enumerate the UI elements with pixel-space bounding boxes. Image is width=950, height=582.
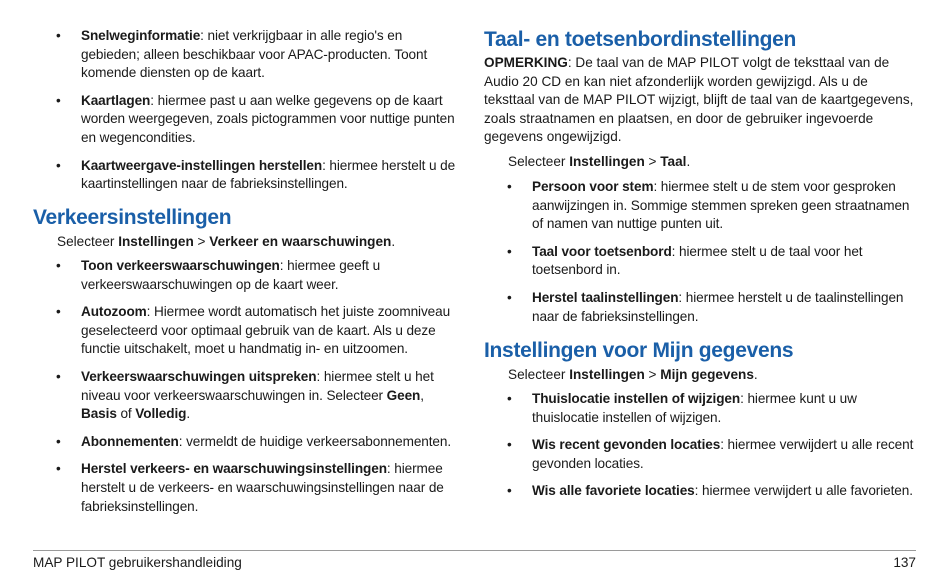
list-item: [484, 178, 916, 234]
note-label: OPMERKING: [484, 55, 568, 70]
bullet-term: Verkeerswaarschuwingen uitspreken: [81, 368, 317, 384]
bullet-term: Abonnementen: [81, 433, 179, 449]
section-heading-my-data: Instellingen voor Mijn gegevens: [484, 339, 794, 362]
bullet-term: Autozoom: [81, 304, 147, 320]
manual-title: MAP PILOT gebruikershandleiding: [33, 555, 242, 570]
option-volledig: Volledig: [135, 406, 187, 422]
list-item: [33, 257, 458, 294]
bullet-text: : hiermee stelt u de stem voor gesproken aanwijzingen in. Sommige stemmen spreken geen straatnamen of namen van nuttige punten uit.: [532, 179, 910, 232]
traffic-select-path: [33, 233, 457, 252]
bullet-end: .: [186, 406, 191, 422]
bullet-term: Snelweginformatie: [81, 28, 201, 43]
bullet-term: Kaartlagen: [81, 92, 151, 108]
bullet-text: : hiermee verwijdert u alle recent gevonden locaties.: [532, 437, 914, 471]
list-item: [33, 92, 458, 148]
bullet-text: : niet verkrijgbaar in alle regio's en gebieden; alleen beschikbaar voor APAC-producten. Toont komende diensten op de kaart.: [81, 28, 428, 81]
list-item: [33, 157, 458, 194]
bullet-text: : hiermee geeft u verkeerswaarschuwingen op de kaart weer.: [81, 258, 381, 292]
menu-path-item: Instellingen: [118, 234, 194, 249]
bullet-term: Kaartweergave-instellingen herstellen: [81, 157, 323, 173]
bullet-text: : hiermee verwijdert u alle favorieten.: [694, 483, 913, 499]
note-text: : De taal van de MAP PILOT volgt de teksttaal van de Audio 20 CD en kan niet afzonderlijk worden gewijzigd. Als u de teksttaal van de MAP PILOT wijzigt, blijft de taal van de kaartgegevens, zoals straatnamen en plaatsen, en door de gebruiker ingevoerde gegevens ongewijzigd.: [484, 55, 914, 145]
bullet-text: : hiermee herstelt u de verkeers- en waarschuwingsinstellingen naar de fabrieksinstellingen.: [81, 461, 444, 514]
menu-path-item: Instellingen: [569, 154, 645, 169]
bullet-icon: •: [56, 304, 61, 320]
menu-path-item: Mijn gegevens: [660, 367, 754, 382]
bullet-icon: •: [56, 368, 61, 384]
page-number: 137: [893, 555, 916, 570]
intro-bullet-list: [33, 27, 458, 194]
list-item: [484, 289, 916, 326]
select-prefix: Selecteer: [508, 154, 570, 169]
list-item: [33, 27, 458, 83]
menu-path-item: Instellingen: [569, 367, 645, 382]
select-prefix: Selecteer: [57, 234, 119, 249]
list-item: [484, 243, 916, 280]
list-item: [33, 303, 458, 359]
bullet-icon: •: [507, 483, 512, 499]
bullet-term: Herstel taalinstellingen: [532, 289, 679, 305]
bullet-text: : vermeldt de huidige verkeersabonnementen.: [178, 433, 452, 449]
bullet-term: Persoon voor stem: [532, 179, 654, 194]
bullet-term: Herstel verkeers- en waarschuwingsinstellingen: [81, 461, 387, 477]
select-suffix: .: [686, 154, 691, 169]
option-basis: Basis: [81, 406, 117, 422]
menu-path-separator: >: [644, 154, 661, 169]
bullet-text: : hiermee stelt u de taal voor het toetsenbord in.: [532, 243, 863, 278]
language-bullet-list: [484, 178, 916, 326]
bullet-icon: •: [507, 179, 512, 194]
list-item: [33, 433, 458, 452]
select-prefix: Selecteer: [508, 367, 570, 382]
bullet-text: : hiermee herstelt u de taalinstellingen naar de fabrieksinstellingen.: [532, 289, 904, 324]
option-geen: Geen: [386, 387, 421, 403]
bullet-term: Toon verkeerswaarschuwingen: [81, 258, 280, 273]
page-footer: [33, 550, 916, 570]
my-data-bullet-list: [484, 390, 916, 501]
section-heading-traffic: Verkeersinstellingen: [33, 206, 232, 229]
bullet-text: : hiermee stelt u het niveau voor verkeerswaarschuwingen in. Selecteer: [81, 368, 434, 403]
list-item: [484, 390, 916, 427]
select-suffix: .: [391, 234, 396, 249]
select-suffix: .: [753, 367, 758, 382]
bullet-icon: •: [507, 289, 512, 305]
list-item: [484, 436, 916, 473]
bullet-icon: •: [507, 391, 512, 406]
bullet-term: Wis recent gevonden locaties: [532, 437, 721, 453]
option-separator: ,: [420, 387, 424, 403]
bullet-icon: •: [56, 258, 61, 273]
language-select-path: [484, 153, 908, 172]
menu-path-item: Verkeer en waarschuwingen: [209, 234, 392, 249]
bullet-icon: •: [56, 92, 61, 108]
note-paragraph: [484, 54, 916, 147]
bullet-text: : hiermee herstelt u de kaartinstellingen naar de fabrieksinstellingen.: [81, 157, 456, 192]
list-item: [484, 482, 916, 501]
option-separator: of: [116, 406, 136, 422]
bullet-icon: •: [56, 28, 61, 43]
menu-path-item: Taal: [660, 154, 687, 169]
bullet-term: Wis alle favoriete locaties: [532, 483, 695, 499]
traffic-bullet-list: [33, 257, 458, 516]
bullet-text: : hiermee past u aan welke gegevens op de kaart worden weergegeven, zoals pictogrammen voor nuttige punten en wegencondities.: [81, 92, 455, 145]
my-data-select-path: [484, 366, 908, 385]
list-item: [33, 368, 458, 424]
bullet-icon: •: [56, 157, 61, 173]
bullet-text: : Hiermee wordt automatisch het juiste zoomniveau geselecteerd voor optimaal gebruik van de kaart. Als u deze functie uitschakelt, moet u handmatig in- en uitzoomen.: [81, 304, 451, 357]
bullet-term: Thuislocatie instellen of wijzigen: [532, 391, 741, 406]
bullet-icon: •: [507, 437, 512, 453]
bullet-icon: •: [56, 433, 61, 449]
bullet-text: : hiermee kunt u uw thuislocatie instellen of wijzigen.: [532, 391, 857, 425]
menu-path-separator: >: [644, 367, 661, 382]
list-item: [33, 460, 458, 516]
bullet-term: Taal voor toetsenbord: [532, 243, 672, 259]
section-heading-language: Taal- en toetsenbordinstellingen: [484, 28, 797, 51]
bullet-icon: •: [56, 461, 61, 477]
menu-path-separator: >: [193, 234, 210, 249]
bullet-icon: •: [507, 243, 512, 259]
